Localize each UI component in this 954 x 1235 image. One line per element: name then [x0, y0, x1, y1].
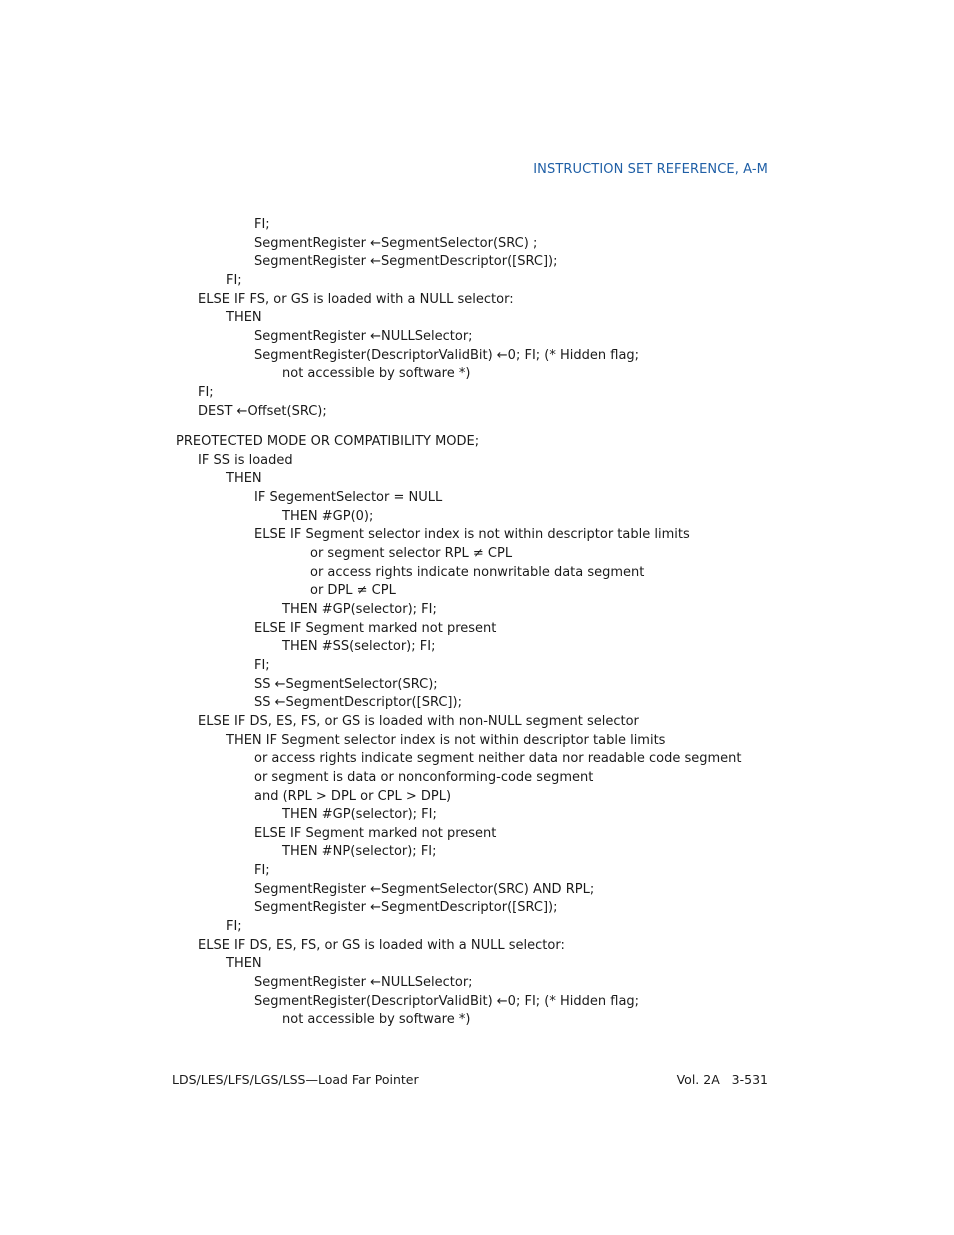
code-line: SegmentRegister ←SegmentSelector(SRC) ; [254, 235, 538, 251]
code-line: THEN #NP(selector); FI; [282, 844, 437, 860]
code-line: IF SS is loaded [198, 452, 293, 468]
code-line: or access rights indicate segment neither data nor readable code segment [254, 751, 742, 767]
code-line: and (RPL > DPL or CPL > DPL) [254, 788, 452, 804]
code-line: THEN [226, 956, 262, 972]
code-line: THEN IF Segment selector index is not within descriptor table limits [226, 732, 666, 748]
code-line: SegmentRegister ←NULLSelector; [254, 328, 473, 344]
code-line: FI; [226, 919, 242, 935]
code-line: SegmentRegister ←SegmentSelector(SRC) AND RPL; [254, 881, 595, 897]
code-line: ELSE IF Segment selector index is not within descriptor table limits [254, 527, 690, 543]
code-line: IF SegementSelector = NULL [254, 490, 443, 506]
code-line: FI; [254, 863, 270, 879]
code-line: THEN #GP(selector); FI; [282, 602, 437, 617]
code-line: not accessible by software *) [282, 366, 471, 382]
code-line: SegmentRegister ←SegmentDescriptor([SRC]); [254, 900, 558, 916]
footer-page-number: Vol. 2A 3-531 [676, 1072, 768, 1087]
code-line: ELSE IF DS, ES, FS, or GS is loaded with non-NULL segment selector [198, 713, 639, 729]
code-line: SegmentRegister(DescriptorValidBit) ←0; FI; (* Hidden flag; [254, 993, 640, 1009]
code-line: ELSE IF Segment marked not present [254, 825, 497, 841]
code-line: SegmentRegister(DescriptorValidBit) ←0; FI; (* Hidden flag; [254, 347, 640, 363]
code-line: FI; [254, 657, 270, 673]
footer-title: LDS/LES/LFS/LGS/LSS—Load Far Pointer [172, 1072, 419, 1087]
code-line: not accessible by software *) [282, 1012, 471, 1028]
code-line: FI; [226, 272, 242, 288]
code-line: ELSE IF Segment marked not present [254, 620, 497, 636]
code-line: THEN [226, 471, 262, 487]
code-line: SegmentRegister ←SegmentDescriptor([SRC]); [254, 254, 558, 270]
code-line: or segment selector RPL ≠ CPL [310, 546, 513, 562]
code-line: THEN #GP(0); [282, 508, 374, 524]
code-line: or DPL ≠ CPL [310, 583, 396, 599]
code-line: THEN #SS(selector); FI; [282, 639, 436, 655]
code-line: SegmentRegister ←NULLSelector; [254, 975, 473, 990]
code-line: FI; [254, 217, 270, 232]
code-line: SS ←SegmentSelector(SRC); [254, 676, 438, 692]
code-line: FI; [198, 384, 214, 400]
code-line: ELSE IF FS, or GS is loaded with a NULL selector: [198, 291, 514, 307]
code-line: ELSE IF DS, ES, FS, or GS is loaded with a NULL selector: [198, 937, 565, 953]
code-line: THEN [226, 310, 262, 326]
code-line: THEN #GP(selector); FI; [282, 807, 437, 823]
running-header: INSTRUCTION SET REFERENCE, A-M [533, 162, 768, 177]
code-line: SS ←SegmentDescriptor([SRC]); [254, 695, 462, 711]
code-line: or access rights indicate nonwritable data segment [310, 564, 645, 580]
code-line: DEST ←Offset(SRC); [198, 403, 327, 419]
code-line: or segment is data or nonconforming-code segment [254, 769, 594, 785]
code-line: PREOTECTED MODE OR COMPATIBILITY MODE; [176, 434, 480, 450]
